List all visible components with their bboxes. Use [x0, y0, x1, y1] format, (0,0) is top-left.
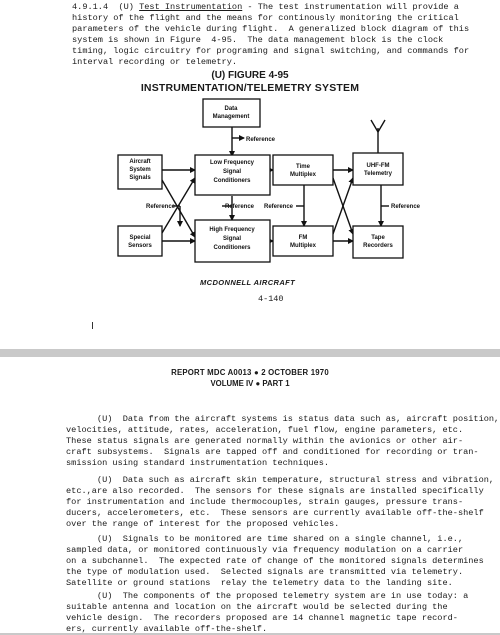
text-line: on a subchannel. The expected rate of change of the monitored signals determines: [66, 556, 484, 566]
page-number: 4-140: [258, 294, 284, 304]
volume-header: VOLUME IV ● PART 1: [210, 379, 290, 388]
text-line: history of the flight and the means for continously monitoring the critical: [72, 13, 459, 23]
label-special-sensors: Special Sensors: [128, 235, 152, 249]
text-line: vehicle design. The recorders proposed are 14 channel magnetic tape record-: [66, 613, 458, 623]
reference-label-tape-recorders: Reference: [391, 204, 421, 210]
text-line: over the range of interest for the proposed vehicles.: [66, 519, 340, 529]
text-line: (U) The components of the proposed telemetry system are in use today: a: [66, 591, 469, 601]
box-fm-multiplex: [273, 226, 333, 256]
text-line: These status signals are generated normally within the avionics or other air-: [66, 436, 464, 446]
text-line: the type of modulation used. Selected signals are transmitted via telemetry.: [66, 567, 464, 577]
label-time-multiplex: Time Multiplex: [289, 164, 317, 178]
company-logo-text: MCDONNELL AIRCRAFT: [200, 278, 296, 287]
label-uhf-fm: UHF-FM Telemetry: [364, 163, 392, 177]
reference-label-high-frequency: Reference: [225, 204, 255, 210]
label-fm-multiplex: FM Multiplex: [289, 235, 317, 249]
label-tape-recorders: Tape Recorders: [363, 235, 393, 249]
paragraph-sensor-data: [66, 475, 494, 530]
label-high-frequency: High Frequency Signal Conditioners: [209, 227, 255, 251]
text-line: for instrumentation and include thermocouples, strain gauges, pressure trans-: [66, 497, 464, 507]
paragraph-telemetry-components: [66, 591, 468, 635]
box-special-sensors: [118, 226, 162, 256]
text-line: interval recording or telemetry.: [72, 57, 238, 67]
document-page-2: [0, 357, 500, 633]
label-low-frequency: Low Frequency Signal Conditioners: [209, 160, 255, 184]
text-line: - The test instrumentation will provide a: [242, 2, 459, 12]
block-boxes: [118, 99, 403, 262]
label-aircraft-signals: Aircraft System Signals: [129, 159, 151, 181]
text-line: timing, logic circuitry for programing and signal switching, and commands for: [72, 46, 470, 56]
section-number: 4.9.1.4: [72, 2, 109, 12]
text-line: etc.,are also recorded. The sensors for these signals are installed specifically: [66, 486, 484, 496]
box-data-management: [203, 99, 260, 127]
text-line: craft subsystems. Signals are tapped off and conditioned for recording or tran-: [66, 447, 479, 457]
reference-label-special-sensors: Reference: [146, 204, 176, 210]
paragraph-status-data: [66, 414, 499, 469]
figure-title: INSTRUMENTATION/TELEMETRY SYSTEM: [140, 82, 360, 94]
text-line: Satellite or ground stations relay the telemetry data to the landing site.: [66, 578, 453, 588]
margin-mark: [92, 322, 93, 329]
text-line: ducers, accelerometers, etc. These sensors are currently available off-the-shelf: [66, 508, 484, 518]
text-line: (U) Signals to be monitored are time shared on a single channel, i.e.,: [66, 534, 464, 544]
paragraph-signal-monitoring: [66, 534, 484, 589]
text-line: system is shown in Figure 4-95. The data management block is the clock: [72, 35, 444, 45]
box-uhf-fm: [353, 153, 403, 185]
label-data-management: Data Management: [212, 106, 250, 120]
text-line: (U) Data from the aircraft systems is status data such as, aircraft position,: [66, 414, 500, 424]
reference-label-data-management: Reference: [246, 137, 276, 143]
section-heading: Test Instrumentation: [139, 2, 243, 12]
text-line: sampled data, or monitored continuously via frequency modulation on a carrier: [66, 545, 464, 555]
text-line: suitable antenna and location on the aircraft would be selected during the: [66, 602, 448, 612]
reference-label-fm-multiplex: Reference: [264, 204, 294, 210]
box-tape-recorders: [353, 226, 403, 258]
text-line: parameters of the vehicle during flight. A generalized block diagram of this: [72, 24, 470, 34]
text-line: (U) Data such as aircraft skin temperature, structural stress and vibration,: [66, 475, 495, 485]
classification-marking: (U): [118, 2, 134, 12]
text-line: velocities, attitude, rates, acceleration, fuel flow, engine parameters, etc.: [66, 425, 464, 435]
report-header: REPORT MDC A0013 ● 2 OCTOBER 1970: [171, 368, 329, 377]
text-line: ers, currently available off-the-shelf.: [66, 624, 268, 634]
figure-label: (U) FIGURE 4-95: [211, 70, 289, 81]
text-line: smission using standard instrumentation techniques.: [66, 458, 330, 468]
box-time-multiplex: [273, 155, 333, 185]
